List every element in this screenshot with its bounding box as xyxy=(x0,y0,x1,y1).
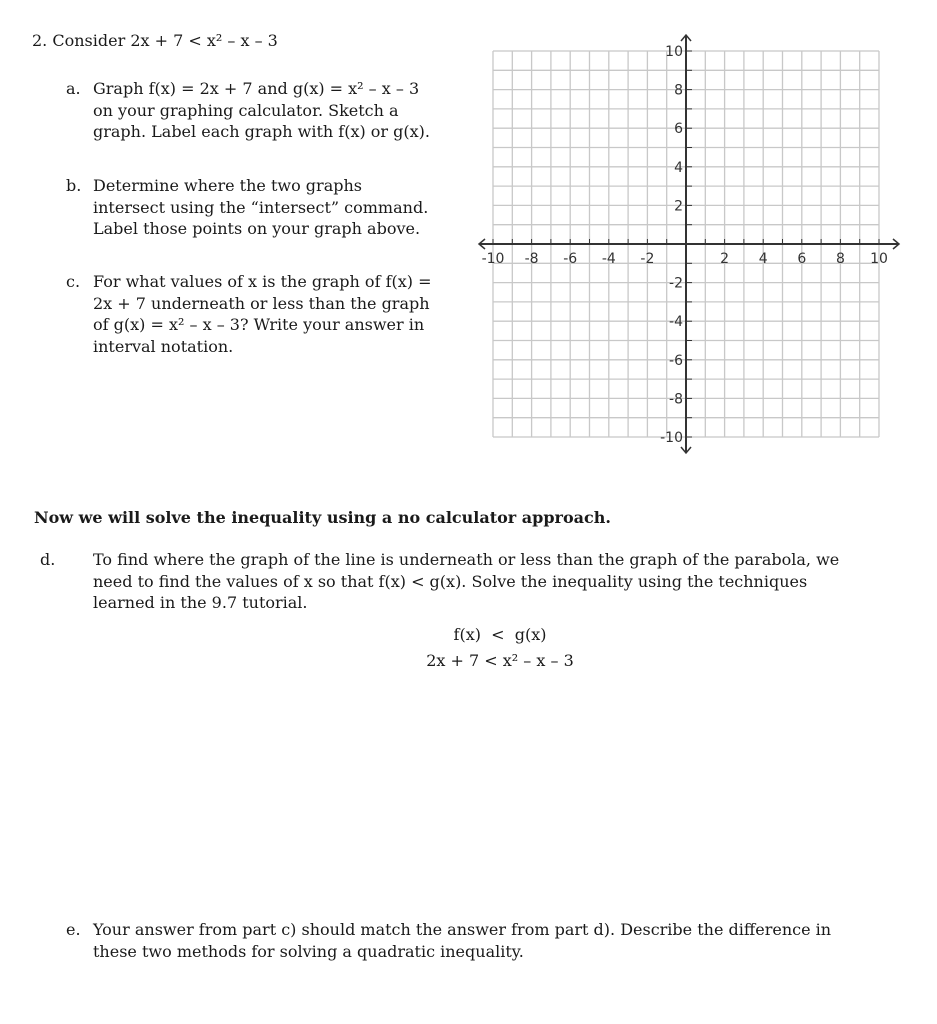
y-tick-label: -8 xyxy=(669,391,683,408)
part-d-text xyxy=(93,549,839,614)
x-tick-label: 4 xyxy=(758,251,768,267)
x-tick-label: 6 xyxy=(797,251,807,267)
y-tick-label: -10 xyxy=(660,430,683,446)
x-tick-label: 8 xyxy=(835,251,845,267)
x-tick-label: 10 xyxy=(870,251,888,267)
part-c-letter: c. xyxy=(66,272,81,291)
text-line: graph. Label each graph with f(x) or g(x). xyxy=(93,122,430,141)
problem-number: 2. xyxy=(32,31,48,50)
text-line: these two methods for solving a quadratic inequality. xyxy=(93,941,524,961)
part-c-text xyxy=(93,271,432,357)
part-e-text xyxy=(93,919,831,962)
equation-function-form: f(x) < g(x) xyxy=(453,625,547,644)
x-tick-label: -10 xyxy=(481,251,505,267)
text-line: interval notation. xyxy=(93,336,234,356)
x-tick-label: -6 xyxy=(563,251,578,267)
part-b-letter: b. xyxy=(66,176,82,195)
part-a-text xyxy=(93,78,430,143)
text-line: 2x + 7 underneath or less than the graph xyxy=(93,293,430,313)
section-heading: Now we will solve the inequality using a no calculator approach. xyxy=(34,508,611,527)
text-line: need to find the values of x so that f(x) < g(x). Solve the inequality using the techniques xyxy=(93,571,808,591)
y-tick-label: 10 xyxy=(665,44,683,60)
equation-expanded: 2x + 7 < x² – x – 3 xyxy=(426,651,574,670)
x-tick-label: -4 xyxy=(601,251,616,267)
x-tick-label: 2 xyxy=(720,251,730,267)
text-line: Determine where the two graphs xyxy=(93,176,362,195)
y-tick-label: -4 xyxy=(669,314,683,331)
problem-title xyxy=(32,30,278,52)
text-line: Label those points on your graph above. xyxy=(93,219,421,238)
part-d-letter: d. xyxy=(40,550,56,569)
x-tick-label: -2 xyxy=(640,251,655,267)
y-tick-label: 6 xyxy=(674,121,683,138)
part-e-letter: e. xyxy=(66,920,81,939)
text-line: Your answer from part c) should match the answer from part d). Describe the difference in xyxy=(93,920,832,939)
text-line: learned in the 9.7 tutorial. xyxy=(93,593,308,612)
text-line: Graph f(x) = 2x + 7 and g(x) = x² – x – 3 xyxy=(93,79,420,98)
y-tick-label: 4 xyxy=(674,159,683,176)
text-line: To find where the graph of the line is underneath or less than the graph of the parabola, we xyxy=(93,550,840,569)
y-tick-label: -2 xyxy=(669,275,683,292)
y-tick-label: 8 xyxy=(674,82,683,99)
problem-statement: Consider 2x + 7 < x² – x – 3 xyxy=(52,31,278,50)
coordinate-grid[interactable] xyxy=(460,20,910,470)
text-line: of g(x) = x² – x – 3? Write your answer in xyxy=(93,315,425,334)
y-tick-label: 2 xyxy=(674,198,683,215)
y-tick-label: -6 xyxy=(669,352,683,369)
part-a-letter: a. xyxy=(66,79,81,98)
text-line: on your graphing calculator. Sketch a xyxy=(93,100,399,120)
part-b-text xyxy=(93,175,428,240)
text-line: intersect using the “intersect” command. xyxy=(93,197,429,217)
x-tick-label: -8 xyxy=(524,251,539,267)
text-line: For what values of x is the graph of f(x) = xyxy=(93,272,432,291)
